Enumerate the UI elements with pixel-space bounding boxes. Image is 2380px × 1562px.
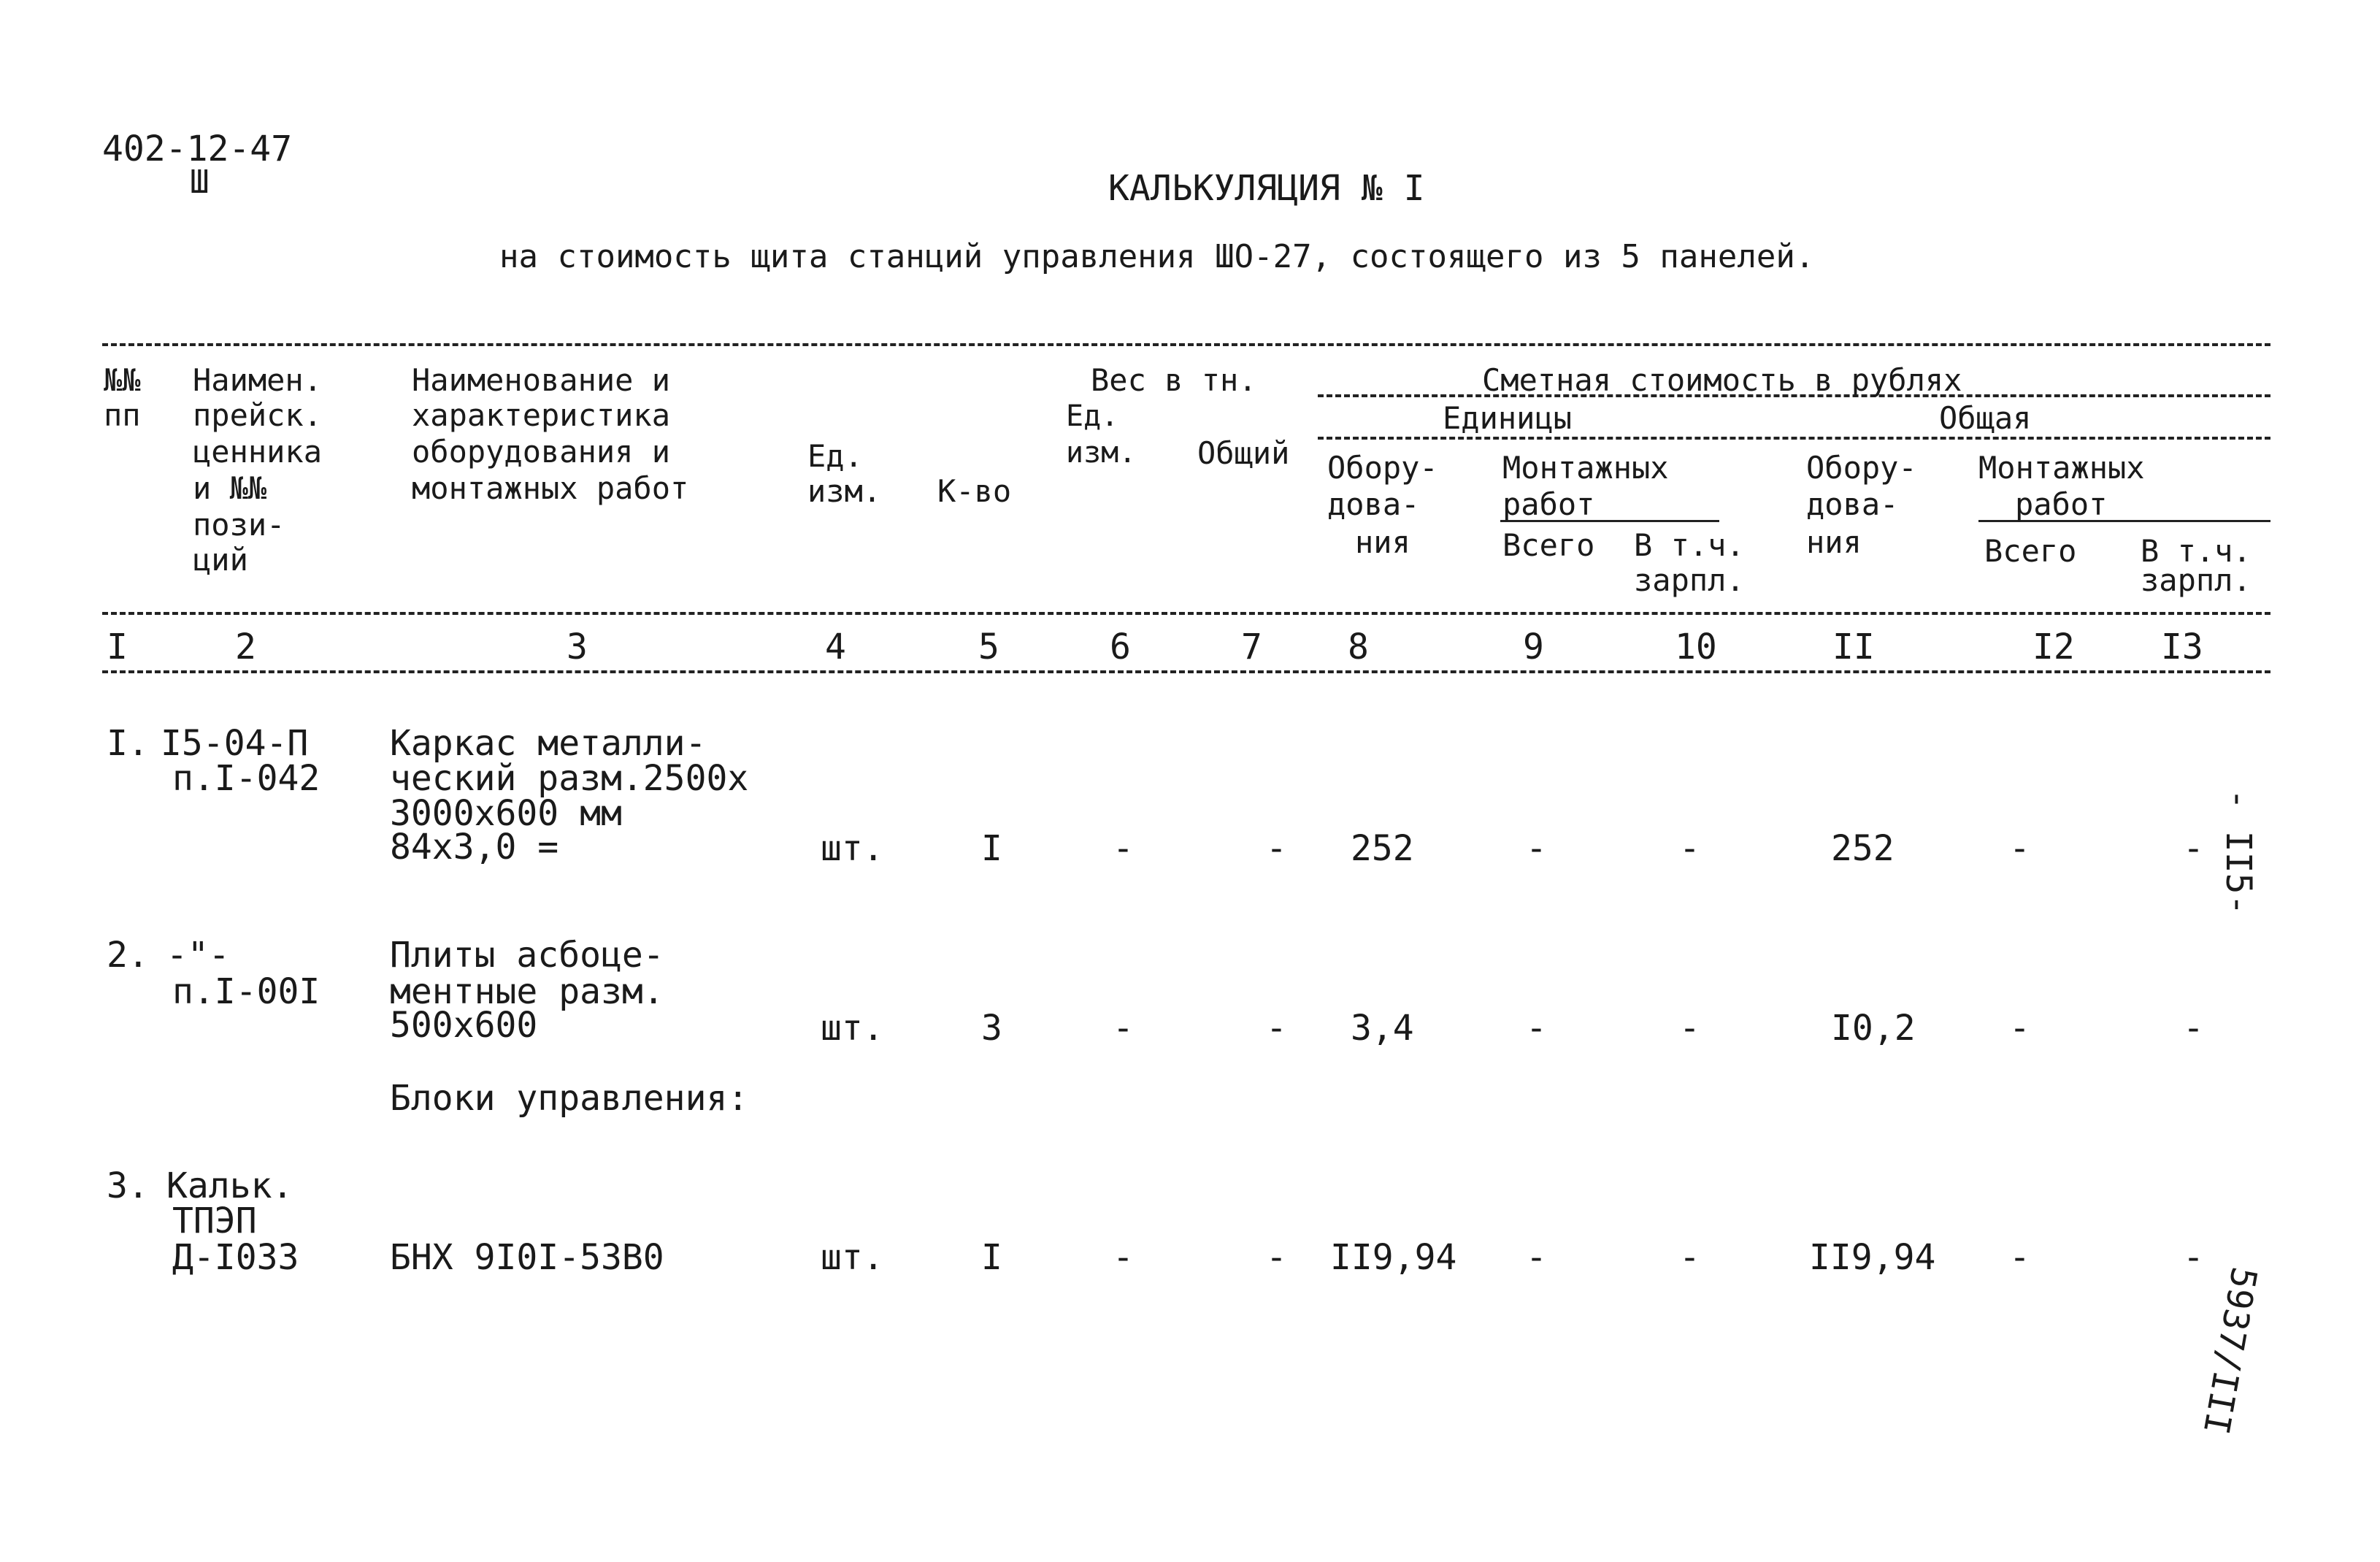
- header-col8-line2: дова-: [1327, 486, 1420, 522]
- document-subtitle: на стоимость щита станций управления ШО-27, состоящего из 5 панелей.: [499, 238, 1815, 275]
- doc-section: Ш: [190, 164, 210, 201]
- column-number-2: 2: [235, 627, 256, 667]
- header-mount-unit-line1: Монтажных: [1502, 450, 1669, 486]
- row-unit: шт.: [821, 828, 884, 869]
- column-number-9: 9: [1523, 627, 1544, 667]
- header-col5: К-во: [937, 473, 1012, 509]
- header-col3-line4: монтажных работ: [412, 470, 689, 506]
- row-price-code-line1: -"-: [166, 935, 230, 976]
- row-mount-total: -: [2009, 1237, 2030, 1278]
- row-number: 2.: [107, 935, 149, 976]
- row-mount-unit-salary: -: [1679, 1237, 1700, 1278]
- header-col1-line1: №№: [104, 362, 141, 398]
- header-col1-line2: пп: [104, 397, 141, 433]
- header-col3-line2: характеристика: [412, 397, 671, 433]
- row-price-code-line1: I5-04-П: [161, 723, 309, 764]
- row-mount-unit-total: -: [1526, 828, 1547, 869]
- header-col8-line1: Обору-: [1327, 450, 1438, 486]
- row-quantity: I: [981, 828, 1002, 869]
- header-col9: Всего: [1502, 527, 1595, 563]
- header-weight-group: Вес в тн.: [1091, 362, 1257, 398]
- header-col10-line1: В т.ч.: [1634, 527, 1745, 563]
- header-col13-line2: зарпл.: [2141, 562, 2252, 598]
- column-number-6: 6: [1110, 627, 1131, 667]
- row-equipment-total-cost: II9,94: [1809, 1237, 1936, 1278]
- row-mount-total: -: [2009, 1008, 2030, 1049]
- header-bottom-rule: [102, 612, 2270, 615]
- column-number-10: 10: [1675, 627, 1717, 667]
- row-number: I.: [107, 723, 149, 764]
- header-col8-line3: ния: [1355, 524, 1410, 560]
- header-col3-line1: Наименование и: [412, 362, 671, 398]
- row-name-line4: 84х3,0 =: [390, 827, 559, 868]
- header-col2-line1: Наимен.: [193, 362, 323, 398]
- row-name-line3: 3000х600 мм: [390, 793, 622, 834]
- row-price-code-line2: ТПЭП: [172, 1201, 257, 1241]
- header-col13-line1: В т.ч.: [2141, 533, 2252, 569]
- row-name-line2: ментные разм.: [390, 971, 664, 1012]
- header-col12: Всего: [1984, 533, 2077, 569]
- header-col2-line5: пози-: [193, 507, 285, 543]
- column-number-5: 5: [978, 627, 999, 667]
- row-equipment-total-cost: 252: [1831, 828, 1895, 869]
- row-equipment-unit-cost: 252: [1351, 828, 1414, 869]
- row-equipment-unit-cost: II9,94: [1330, 1237, 1457, 1278]
- column-number-7: 7: [1241, 627, 1262, 667]
- row-name-line2: ческий разм.2500х: [390, 758, 749, 799]
- row-weight-total: -: [1266, 828, 1287, 869]
- row-unit: шт.: [821, 1008, 884, 1049]
- row-weight-unit: -: [1113, 828, 1134, 869]
- header-col10-line2: зарпл.: [1634, 562, 1745, 598]
- column-numbers-rule: [102, 670, 2270, 673]
- row-quantity: I: [981, 1237, 1002, 1278]
- header-unit-group: Единицы: [1443, 400, 1573, 436]
- row-name-line1: Плиты асбоце-: [390, 935, 664, 976]
- column-number-12: I2: [2032, 627, 2075, 667]
- row-mount-total-salary: -: [2183, 828, 2204, 869]
- row-price-code-line2: п.I-042: [172, 758, 320, 799]
- header-mount-total-line1: Монтажных: [1978, 450, 2145, 486]
- header-total-group: Общая: [1939, 400, 2032, 436]
- header-col7: Общий: [1197, 435, 1290, 471]
- row-name-line1: Каркас металли-: [390, 723, 707, 764]
- header-col2-line2: прейск.: [193, 397, 323, 433]
- header-col11-line1: Обору-: [1806, 450, 1917, 486]
- row-equipment-unit-cost: 3,4: [1351, 1008, 1414, 1049]
- page-number: - II5-: [2218, 789, 2259, 916]
- column-number-13: I3: [2161, 627, 2203, 667]
- unit-total-rule: [1318, 437, 2270, 440]
- row-mount-total-salary: -: [2183, 1237, 2204, 1278]
- row-number: 3.: [107, 1165, 149, 1206]
- header-col3-line3: оборудования и: [412, 434, 671, 470]
- archive-number: 5937/III: [2195, 1263, 2265, 1438]
- header-cost-group: Сметная стоимость в рублях: [1482, 362, 1962, 398]
- row-mount-unit-total: -: [1526, 1237, 1547, 1278]
- row-weight-unit: -: [1113, 1237, 1134, 1278]
- column-number-8: 8: [1348, 627, 1369, 667]
- header-top-rule: [102, 343, 2270, 346]
- column-number-4: 4: [825, 627, 846, 667]
- row-equipment-total-cost: I0,2: [1831, 1008, 1916, 1049]
- row-mount-unit-salary: -: [1679, 828, 1700, 869]
- row-mount-unit-total: -: [1526, 1008, 1547, 1049]
- header-col6-line1: Ед.: [1066, 399, 1119, 433]
- row-price-code-line2: п.I-00I: [172, 971, 320, 1012]
- header-mount-total-line2: работ: [2015, 486, 2108, 522]
- header-col2-line4: и №№: [193, 470, 267, 506]
- row-mount-total: -: [2009, 828, 2030, 869]
- header-col2-line6: ций: [193, 542, 248, 578]
- row-name-line3: 500х600: [390, 1005, 538, 1046]
- row-unit: шт.: [821, 1237, 884, 1278]
- row-price-code-line3: Д-I033: [172, 1237, 299, 1278]
- row-mount-unit-salary: -: [1679, 1008, 1700, 1049]
- document-title: КАЛЬКУЛЯЦИЯ № I: [1108, 168, 1425, 209]
- header-col11-line3: ния: [1806, 524, 1862, 560]
- header-col2-line3: ценника: [193, 434, 323, 470]
- header-mount-unit-line2: работ: [1502, 486, 1595, 522]
- column-number-3: 3: [567, 627, 588, 667]
- header-col4-line1: Ед.: [807, 438, 863, 474]
- header-col11-line2: дова-: [1806, 486, 1899, 522]
- header-col4-line2: изм.: [807, 473, 882, 509]
- row-price-code-line1: Кальк.: [166, 1165, 293, 1206]
- row-weight-total: -: [1266, 1237, 1287, 1278]
- doc-code: 402-12-47: [102, 129, 293, 169]
- section-label: Блоки управления:: [390, 1078, 749, 1119]
- column-number-11: II: [1832, 627, 1875, 667]
- column-number-1: I: [107, 627, 128, 667]
- row-quantity: 3: [981, 1008, 1002, 1049]
- row-mount-total-salary: -: [2183, 1008, 2204, 1049]
- row-name-line1: БНХ 9I0I-53В0: [390, 1237, 664, 1278]
- row-weight-unit: -: [1113, 1008, 1134, 1049]
- header-col6-line2: изм.: [1066, 436, 1137, 470]
- row-weight-total: -: [1266, 1008, 1287, 1049]
